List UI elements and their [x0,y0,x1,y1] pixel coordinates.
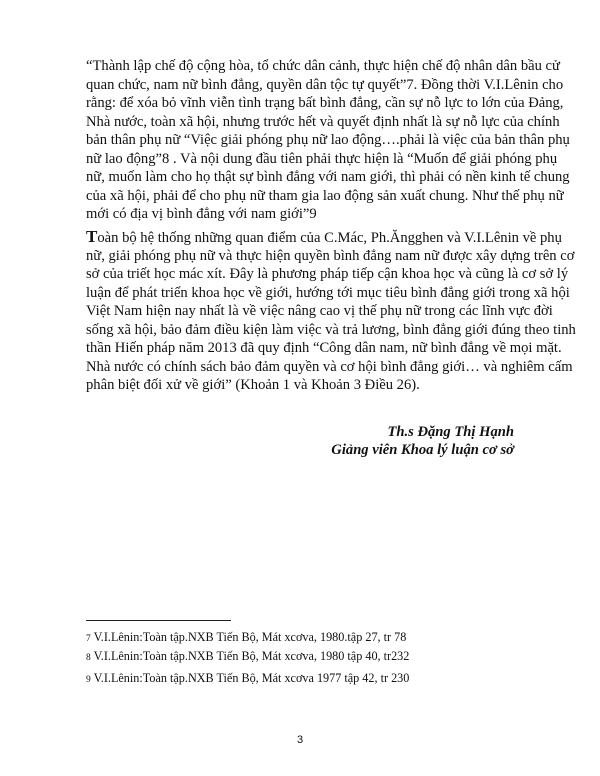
footnote: 8 V.I.Lênin:Toàn tập.NXB Tiến Bộ, Mát xcơva, 1980 tập 40, tr232 [86,649,410,663]
drop-initial: T [86,227,98,246]
text-line: mới có địa vị bình đẳng với nam giới”9 [86,206,317,222]
text-line: sở của triết học mác xít. Đây là phương pháp tiếp cận khoa học và cũng là cơ sở lý [86,266,569,282]
text-line-rest: oàn bộ hệ thống những quan điểm của C.Mác, Ph.Ăngghen và V.I.Lênin về phụ [97,230,562,246]
footnote: 9 V.I.Lênin:Toàn tập.NXB Tiến Bộ, Mát xcơva 1977 tập 42, tr 230 [86,671,410,685]
text-line: quan chức, nam nữ bình đẳng, quyền dân tộc tự quyết”7. Đồng thời V.I.Lênin cho [86,76,564,93]
text-line [86,227,562,247]
text-line: thần Hiến pháp năm 2013 đã quy định “Công dân nam, nữ bình đẳng về mọi mặt. [86,340,562,356]
signature-name: Th.s Đặng Thị Hạnh [387,424,514,440]
footnote: 7 V.I.Lênin:Toàn tập.NXB Tiến Bộ, Mát xcơva, 1980.tập 27, tr 78 [86,630,407,644]
page-number: 3 [296,734,304,746]
text-line: Nhà nước, toàn xã hội, nhưng trước hết và quyết định nhất là sự nỗ lực của chính [86,113,560,130]
paragraph-1 [86,57,570,224]
text-line: của xã hội, phải để cho phụ nữ tham gia lao động sản xuất chung. Như thế phụ nữ [86,187,564,204]
text-line: rằng: để xóa bỏ vĩnh viễn tình trạng bất bình đẳng, cần sự nỗ lực to lớn của Đảng, [86,95,564,111]
text-line: nữ, muốn làm cho họ thật sự bình đẳng với nam giới, thì phải có nền kinh tế chung [86,169,570,185]
text-line: phân biệt đối xử về giới” (Khoản 1 và Khoản 3 Điều 26). [86,377,420,393]
signature-title: Giảng viên Khoa lý luận cơ sở [331,442,514,458]
footnote-separator [86,620,231,621]
text-line: nữ lao động”8 . Và nội dung đầu tiên phải thực hiện là “Muốn để giải phóng phụ [86,150,558,167]
text-line: Nhà nước có chính sách bảo đảm quyền và cơ hội bình đẳng giới… và nghiêm cấm [86,358,573,375]
text-line: nữ, giải phóng phụ nữ và thực hiện quyền bình đẳng nam nữ được xây dựng trên cơ [86,247,575,264]
text-line: sống xã hội, bảo đảm điều kiện làm việc và trả lương, bình đẳng giới đúng theo tinh [86,321,576,338]
text-line: Việt Nam hiện nay nhất là về việc nâng cao vị thế phụ nữ trong các lĩnh vực đời [86,303,553,319]
text-line: luận để phát triển khoa học về giới, hướng tới mục tiêu bình đẳng giới trong xã hội [86,284,570,301]
text-line: “Thành lập chế độ cộng hòa, tổ chức dân cảnh, thực hiện chế độ nhân dân bầu cử [86,58,560,74]
paragraph-2 [86,227,576,395]
text-line: bản thân phụ nữ “Việc giải phóng phụ nữ lao động….phải là việc của bản thân phụ [86,132,570,148]
